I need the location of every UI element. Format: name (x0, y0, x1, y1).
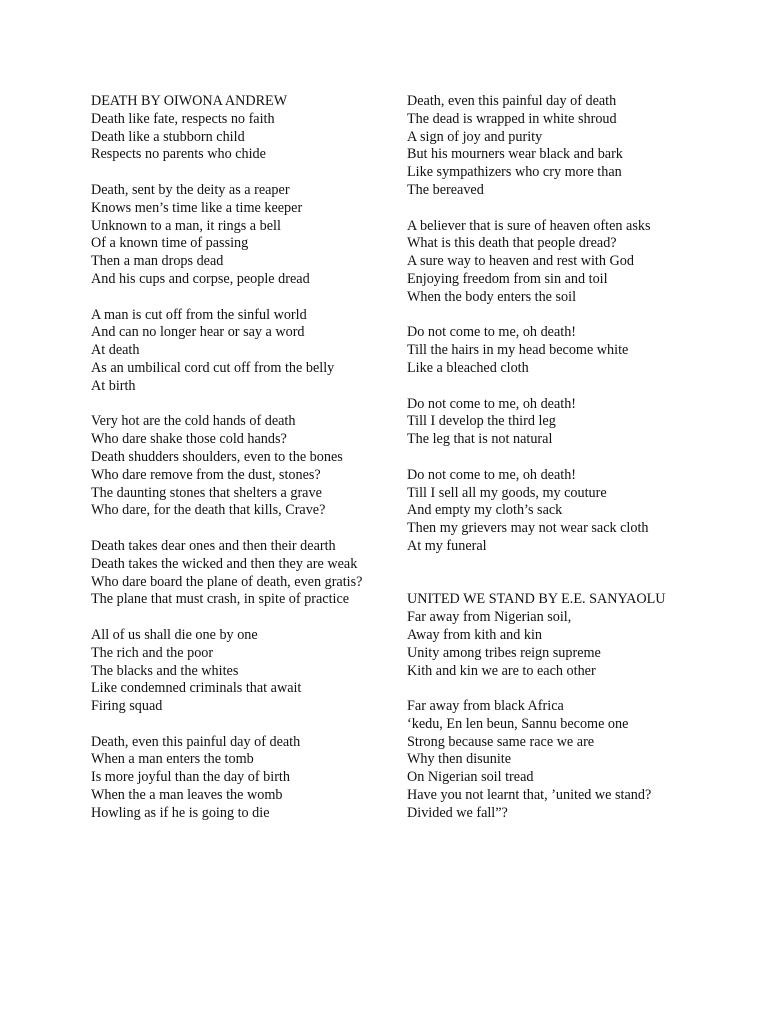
poem-line: The plane that must crash, in spite of practice (91, 591, 350, 608)
poem-line: Then a man drops dead (91, 253, 224, 270)
poem-line: Why then disunite (407, 751, 512, 768)
poem-line: Who dare board the plane of death, even gratis? (91, 573, 363, 590)
stanza (91, 538, 371, 609)
right-column (407, 93, 675, 840)
poem-line: Very hot are the cold hands of death (91, 413, 296, 430)
poem-line: And his cups and corpse, people dread (91, 270, 310, 287)
poem-line: All of us shall die one by one (91, 626, 258, 643)
poem-line: The dead is wrapped in white shroud (407, 110, 617, 127)
poem-line: ‘kedu, En len beun, Sannu become one (407, 715, 629, 732)
poem-line: On Nigerian soil tread (407, 769, 534, 786)
poem-line: A believer that is sure of heaven often asks (407, 217, 651, 234)
poem-line: Till the hairs in my head become white (407, 342, 629, 359)
poem-line: And can no longer hear or say a word (91, 324, 305, 341)
poem-line: Death shudders shoulders, even to the bones (91, 448, 343, 465)
poem-line: Death, even this painful day of death (91, 733, 301, 750)
poem-line: Death like fate, respects no faith (91, 110, 275, 127)
poem-line: At birth (91, 377, 136, 394)
poem-line: At death (91, 342, 140, 359)
poem-separator (407, 574, 675, 592)
stanza (407, 698, 675, 823)
poem-line: Knows men’s time like a time keeper (91, 199, 303, 216)
poem-line: Like sympathizers who cry more than (407, 164, 622, 181)
poem-line: A sign of joy and purity (407, 128, 543, 145)
poem-line: The daunting stones that shelters a grave (91, 484, 322, 501)
poem-line: The leg that is not natural (407, 431, 553, 448)
poem-line: At my funeral (407, 537, 487, 554)
poem-line: When the body enters the soil (407, 288, 577, 305)
stanza (91, 627, 371, 716)
poem-title: UNITED WE STAND BY E.E. SANYAOLU (407, 591, 666, 608)
poem-line: Far away from black Africa (407, 698, 564, 715)
poem-line: Respects no parents who chide (91, 146, 266, 163)
stanza (91, 413, 371, 520)
poem-line: What is this death that people dread? (407, 235, 617, 252)
poem-line: But his mourners wear black and bark (407, 146, 623, 163)
poem-line: Death, even this painful day of death (407, 93, 617, 109)
poem-line: Far away from Nigerian soil, (407, 609, 572, 626)
poem-line: Of a known time of passing (91, 235, 249, 252)
poem-line: A sure way to heaven and rest with God (407, 253, 634, 270)
poem-line: Who dare shake those cold hands? (91, 431, 287, 448)
poem-line: Strong because same race we are (407, 733, 595, 750)
poem-line: Who dare remove from the dust, stones? (91, 466, 321, 483)
poem (407, 93, 675, 556)
stanza (407, 591, 675, 680)
poem-line: A man is cut off from the sinful world (91, 306, 307, 323)
poem-line: Death takes dear ones and then their dearth (91, 537, 336, 554)
poem-line: Firing squad (91, 698, 163, 715)
stanza (91, 734, 371, 823)
poem-line: Do not come to me, oh death! (407, 466, 577, 483)
left-column (91, 93, 371, 840)
poem-line: When a man enters the tomb (91, 751, 254, 768)
poem-line: The bereaved (407, 181, 484, 198)
poem-line: The rich and the poor (91, 644, 214, 661)
poem-line: Then my grievers may not wear sack cloth (407, 520, 649, 537)
poem-line: Who dare, for the death that kills, Crave? (91, 502, 326, 519)
poem-line: Death, sent by the deity as a reaper (91, 181, 290, 198)
poem-line: Do not come to me, oh death! (407, 395, 577, 412)
poem (91, 93, 371, 823)
poem-line: As an umbilical cord cut off from the belly (91, 359, 335, 376)
poem-line: Till I develop the third leg (407, 413, 556, 430)
poem-line: And empty my cloth’s sack (407, 502, 563, 519)
poem-line: Till I sell all my goods, my couture (407, 484, 607, 501)
poem-line: When the a man leaves the womb (91, 787, 283, 804)
poem-line: Have you not learnt that, ’united we stand? (407, 787, 652, 804)
poem-line: Do not come to me, oh death! (407, 324, 577, 341)
poem-line: The blacks and the whites (91, 662, 239, 679)
poem-line: Divided we fall”? (407, 804, 508, 821)
poem-line: Is more joyful than the day of birth (91, 769, 290, 786)
poem-line: Kith and kin we are to each other (407, 662, 596, 679)
poem-line: Death like a stubborn child (91, 128, 245, 145)
poem-line: Unknown to a man, it rings a bell (91, 217, 281, 234)
poem-line: Like a bleached cloth (407, 359, 529, 376)
poem-line: Death takes the wicked and then they are weak (91, 555, 358, 572)
stanza (407, 93, 675, 200)
stanza (407, 396, 675, 449)
poem (407, 591, 675, 822)
poem-line: Away from kith and kin (407, 626, 543, 643)
stanza (407, 218, 675, 307)
stanza (407, 324, 675, 377)
stanza (91, 93, 371, 164)
poem-line: Like condemned criminals that await (91, 680, 302, 697)
poem-line: Howling as if he is going to die (91, 804, 270, 821)
stanza (91, 307, 371, 396)
stanza (407, 467, 675, 556)
poem-line: Enjoying freedom from sin and toil (407, 270, 608, 287)
poem-title: DEATH BY OIWONA ANDREW (91, 93, 288, 109)
stanza (91, 182, 371, 289)
poem-line: Unity among tribes reign supreme (407, 644, 601, 661)
